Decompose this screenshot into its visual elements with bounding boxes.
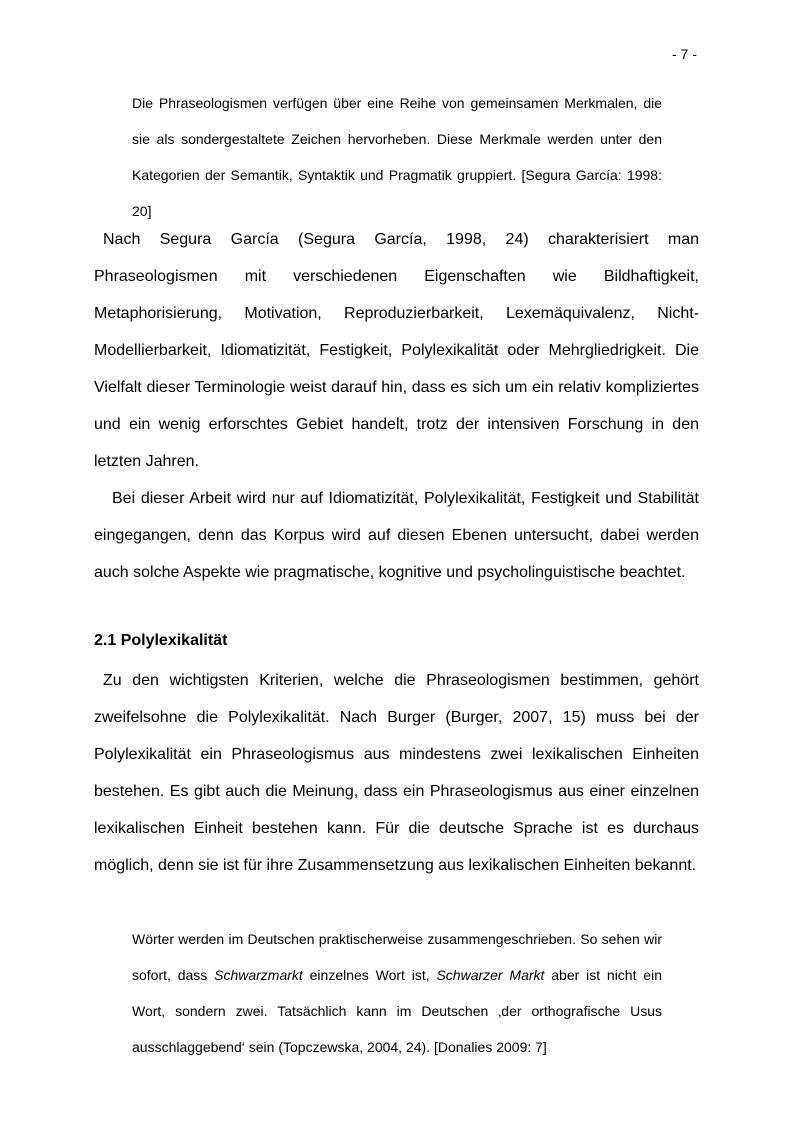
- quote-2-italic-term-2: Schwarzer Markt: [436, 967, 545, 983]
- paragraph-2: Bei dieser Arbeit wird nur auf Idiomatizität, Polylexikalität, Festigkeit und Stabilität eingegangen, denn das Korpus wird auf diesen Ebenen untersucht, dabei werden auch solche Aspekte wie pragmatische, kognitive und psycholinguistische beachtet.: [94, 490, 699, 581]
- paragraph-3: Zu den wichtigsten Kriterien, welche die Phraseologismen bestimmen, gehört zweifelsohne die Polylexikalität. Nach Burger (Burger, 2007, 15) muss bei der Polylexikalität ein Phraseologismus aus mindestens zwei lexikalischen Einheiten bestehen. Es gibt auch die Meinung, dass ein Phraseologismus aus einer einzelnen lexikalischen Einheit bestehen kann. Für die deutsche Sprache ist es durchaus möglich, denn sie ist für ihre Zusammensetzung aus lexikalischen Einheiten bekannt.: [94, 672, 699, 874]
- quote-2-part-1: Wörter werden im Deutschen praktischerweise zusammengeschrieben. So sehen wir sofort, dass: [132, 931, 662, 983]
- page-number: - 7 -: [672, 46, 697, 62]
- block-quote-1: [132, 85, 662, 229]
- block-quote-2-text: [132, 921, 662, 1065]
- quote-2-part-2: einzelnes Wort ist,: [302, 967, 437, 983]
- quote-2-italic-term-1: Schwarzmarkt: [214, 967, 303, 983]
- paragraph-1: Nach Segura García (Segura García, 1998, 24) charakterisiert man Phraseologismen mit verschiedenen Eigenschaften wie Bildhaftigkeit, Metaphorisierung, Motivation, Reproduzierbarkeit, Lexemäquivalenz, Nicht-Modellierbarkeit, Idiomatizität, Festigkeit, Polylexikalität oder Mehrgliedrigkeit. Die Vielfalt dieser Terminologie weist darauf hin, dass es sich um ein relativ kompliziertes und ein wenig erforschtes Gebiet handelt, trotz der intensiven Forschung in den letzten Jahren.: [94, 231, 699, 470]
- block-quote-2: [132, 921, 662, 1065]
- block-quote-1-text: Die Phraseologismen verfügen über eine Reihe von gemeinsamen Merkmalen, die sie als sondergestaltete Zeichen hervorheben. Diese Merkmale werden unter den Kategorien der Semantik, Syntaktik und Pragmatik gruppiert. [Segura García: 1998: 20]: [132, 95, 662, 219]
- quote-2-part-3: aber ist nicht ein Wort, sondern zwei. Tatsächlich kann im Deutschen ‚der orthografische Usus ausschlaggebend‘ sein (Topczewska, 2004, 24). [Donalies 2009: 7]: [132, 967, 662, 1055]
- section-heading: 2.1 Polylexikalität: [94, 632, 228, 649]
